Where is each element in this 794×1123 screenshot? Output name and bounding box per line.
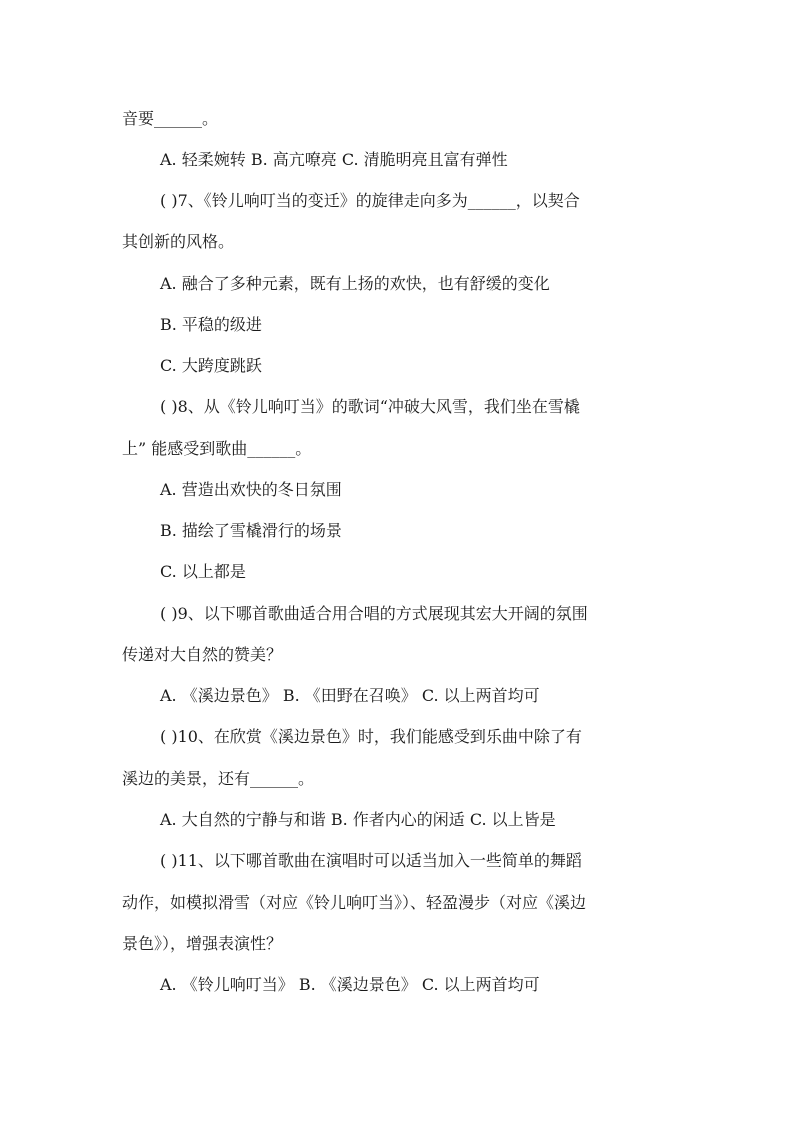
q9-stem-line2: 传递对大自然的赞美？ (122, 645, 283, 664)
q10-options: A. 大自然的宁静与和谐 B. 作者内心的闲适 C. 以上皆是 (160, 810, 556, 829)
q10-stem-line2: 溪边的美景，还有______。 (122, 769, 315, 788)
q7-stem-line2: 其创新的风格。 (122, 232, 235, 251)
q11-stem-line3: 景色》），增强表演性？ (122, 934, 283, 953)
q7-option-b: B. 平稳的级进 (160, 315, 262, 334)
q7-option-c: C. 大跨度跳跃 (160, 356, 262, 375)
q8-option-a: A. 营造出欢快的冬日氛围 (160, 480, 342, 499)
q8-stem-line2: 上” 能感受到歌曲______。 (122, 439, 312, 458)
q9-stem-line1: ( )9、以下哪首歌曲适合用合唱的方式展现其宏大开阔的氛围 (160, 604, 588, 623)
q11-stem-line2: 动作，如模拟滑雪（对应《铃儿响叮当》）、轻盈漫步（对应《溪边 (122, 893, 587, 912)
q9-options: A. 《溪边景色》 B. 《田野在召唤》 C. 以上两首均可 (160, 686, 540, 705)
q8-stem-line1: ( )8、从《铃儿响叮当》的歌词“冲破大风雪，我们坐在雪橇 (160, 397, 580, 416)
q8-option-c: C. 以上都是 (160, 562, 246, 581)
q11-stem-line1: ( )11、以下哪首歌曲在演唱时可以适当加入一些简单的舞蹈 (160, 851, 582, 870)
q7-option-a: A. 融合了多种元素，既有上扬的欢快，也有舒缓的变化 (160, 274, 550, 293)
q10-stem-line1: ( )10、在欣赏《溪边景色》时，我们能感受到乐曲中除了有 (160, 727, 582, 746)
q6-continuation: 音要______。 (122, 109, 219, 128)
q6-options: A. 轻柔婉转 B. 高亢嘹亮 C. 清脆明亮且富有弹性 (160, 150, 508, 169)
q11-options: A. 《铃儿响叮当》 B. 《溪边景色》 C. 以上两首均可 (160, 975, 540, 994)
q8-option-b: B. 描绘了雪橇滑行的场景 (160, 521, 342, 540)
q7-stem-line1: ( )7、《铃儿响叮当的变迁》的旋律走向多为______，以契合 (160, 191, 580, 210)
